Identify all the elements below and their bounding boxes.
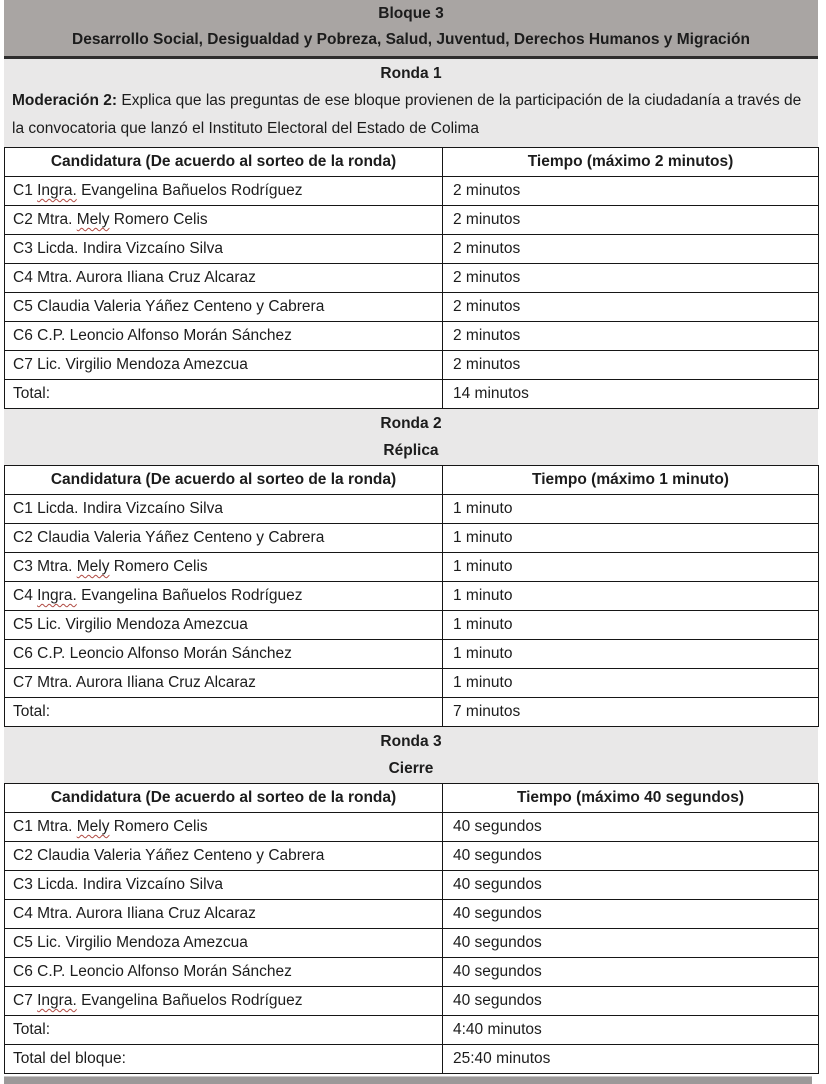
next-block-header-edge: [4, 1076, 812, 1084]
schedule-table: [4, 783, 819, 1074]
total-value-cell: 25:40 minutos: [443, 1045, 819, 1074]
candidate-name-cell: C3 Mtra. Mely Romero Celis: [5, 553, 443, 582]
candidate-row: [5, 495, 819, 524]
column-header-candidatura: Candidatura (De acuerdo al sorteo de la ronda): [5, 148, 443, 177]
time-cell: 40 segundos: [443, 987, 819, 1016]
time-cell: 2 minutos: [443, 264, 819, 293]
block-subtitle: Desarrollo Social, Desigualdad y Pobreza, Salud, Juventud, Derechos Humanos y Migración: [72, 31, 750, 48]
candidate-row: [5, 582, 819, 611]
round-title: Ronda 2: [380, 415, 442, 432]
table-header-row: [5, 148, 819, 177]
candidate-name-cell: C6 C.P. Leoncio Alfonso Morán Sánchez: [5, 640, 443, 669]
total-value-cell: 4:40 minutos: [443, 1016, 819, 1045]
time-cell: 1 minuto: [443, 640, 819, 669]
candidate-name-cell: C5 Claudia Valeria Yáñez Centeno y Cabrera: [5, 293, 443, 322]
time-cell: 2 minutos: [443, 351, 819, 380]
candidate-name-cell: C4 Ingra. Evangelina Bañuelos Rodríguez: [5, 582, 443, 611]
time-cell: 1 minuto: [443, 669, 819, 698]
total-row: [5, 698, 819, 727]
column-header-tiempo: Tiempo (máximo 40 segundos): [443, 784, 819, 813]
time-cell: 2 minutos: [443, 322, 819, 351]
time-cell: 1 minuto: [443, 524, 819, 553]
time-cell: 2 minutos: [443, 177, 819, 206]
time-cell: 1 minuto: [443, 495, 819, 524]
candidate-name-cell: C7 Ingra. Evangelina Bañuelos Rodríguez: [5, 987, 443, 1016]
time-cell: 40 segundos: [443, 871, 819, 900]
time-cell: 2 minutos: [443, 235, 819, 264]
spellcheck-marked-word: Ingra.: [37, 992, 77, 1009]
candidate-name-cell: C7 Mtra. Aurora Iliana Cruz Alcaraz: [5, 669, 443, 698]
round-band: [4, 727, 818, 783]
block-header: [4, 0, 818, 59]
table-header-row: [5, 784, 819, 813]
time-cell: 2 minutos: [443, 293, 819, 322]
candidate-name-cell: C1 Mtra. Mely Romero Celis: [5, 813, 443, 842]
document-page: [4, 0, 818, 1084]
time-cell: 1 minuto: [443, 611, 819, 640]
candidate-name-cell: C2 Mtra. Mely Romero Celis: [5, 206, 443, 235]
total-label-cell: Total:: [5, 1016, 443, 1045]
candidate-name-cell: C5 Lic. Virgilio Mendoza Amezcua: [5, 929, 443, 958]
candidate-row: [5, 958, 819, 987]
candidate-name-cell: C1 Licda. Indira Vizcaíno Silva: [5, 495, 443, 524]
candidate-row: [5, 871, 819, 900]
round-subtitle: Réplica: [383, 442, 439, 459]
total-label-cell: Total del bloque:: [5, 1045, 443, 1074]
total-label-cell: Total:: [5, 380, 443, 409]
time-cell: 1 minuto: [443, 553, 819, 582]
column-header-candidatura: Candidatura (De acuerdo al sorteo de la ronda): [5, 784, 443, 813]
rounds-container: [4, 59, 818, 1074]
moderation-note: [4, 87, 818, 146]
spellcheck-marked-word: Mely: [76, 558, 110, 575]
round-title: Ronda 1: [380, 65, 442, 82]
candidate-name-cell: C7 Lic. Virgilio Mendoza Amezcua: [5, 351, 443, 380]
spellcheck-marked-word: Mely: [76, 818, 110, 835]
round-section: [4, 727, 818, 1074]
time-cell: 40 segundos: [443, 900, 819, 929]
candidate-name-cell: C3 Licda. Indira Vizcaíno Silva: [5, 871, 443, 900]
total-label-cell: Total:: [5, 698, 443, 727]
candidate-row: [5, 322, 819, 351]
candidate-row: [5, 842, 819, 871]
candidate-row: [5, 669, 819, 698]
candidate-row: [5, 640, 819, 669]
spellcheck-marked-word: Mely: [76, 211, 110, 228]
candidate-name-cell: C4 Mtra. Aurora Iliana Cruz Alcaraz: [5, 900, 443, 929]
table-header-row: [5, 466, 819, 495]
schedule-table: [4, 465, 819, 727]
column-header-tiempo: Tiempo (máximo 2 minutos): [443, 148, 819, 177]
candidate-name-cell: C1 Ingra. Evangelina Bañuelos Rodríguez: [5, 177, 443, 206]
candidate-row: [5, 813, 819, 842]
time-cell: 40 segundos: [443, 842, 819, 871]
candidate-row: [5, 293, 819, 322]
candidate-name-cell: C2 Claudia Valeria Yáñez Centeno y Cabrera: [5, 524, 443, 553]
candidate-row: [5, 235, 819, 264]
moderation-label: Moderación 2:: [12, 92, 118, 109]
time-cell: 40 segundos: [443, 958, 819, 987]
candidate-name-cell: C5 Lic. Virgilio Mendoza Amezcua: [5, 611, 443, 640]
candidate-name-cell: C2 Claudia Valeria Yáñez Centeno y Cabrera: [5, 842, 443, 871]
candidate-row: [5, 929, 819, 958]
time-cell: 40 segundos: [443, 929, 819, 958]
total-row: [5, 1045, 819, 1074]
round-band: [4, 409, 818, 465]
column-header-candidatura: Candidatura (De acuerdo al sorteo de la ronda): [5, 466, 443, 495]
candidate-row: [5, 987, 819, 1016]
total-value-cell: 14 minutos: [443, 380, 819, 409]
moderation-text: Explica que las preguntas de ese bloque provienen de la participación de la ciudadanía a través de la convocatoria que lanzó el Instituto Electoral del Estado de Colima: [12, 92, 802, 137]
total-value-cell: 7 minutos: [443, 698, 819, 727]
candidate-row: [5, 177, 819, 206]
candidate-row: [5, 900, 819, 929]
candidate-row: [5, 351, 819, 380]
time-cell: 1 minuto: [443, 582, 819, 611]
candidate-name-cell: C6 C.P. Leoncio Alfonso Morán Sánchez: [5, 322, 443, 351]
candidate-row: [5, 206, 819, 235]
block-title: Bloque 3: [378, 5, 444, 22]
candidate-row: [5, 553, 819, 582]
round-subtitle: Cierre: [388, 760, 434, 777]
schedule-table: [4, 147, 819, 409]
time-cell: 2 minutos: [443, 206, 819, 235]
round-band: [4, 59, 818, 147]
candidate-row: [5, 264, 819, 293]
total-row: [5, 380, 819, 409]
spellcheck-marked-word: Ingra.: [37, 587, 77, 604]
time-cell: 40 segundos: [443, 813, 819, 842]
candidate-name-cell: C6 C.P. Leoncio Alfonso Morán Sánchez: [5, 958, 443, 987]
candidate-name-cell: C3 Licda. Indira Vizcaíno Silva: [5, 235, 443, 264]
candidate-row: [5, 524, 819, 553]
round-title: Ronda 3: [380, 733, 442, 750]
spellcheck-marked-word: Ingra.: [37, 182, 77, 199]
round-section: [4, 409, 818, 727]
column-header-tiempo: Tiempo (máximo 1 minuto): [443, 466, 819, 495]
round-section: [4, 59, 818, 409]
total-row: [5, 1016, 819, 1045]
candidate-row: [5, 611, 819, 640]
candidate-name-cell: C4 Mtra. Aurora Iliana Cruz Alcaraz: [5, 264, 443, 293]
